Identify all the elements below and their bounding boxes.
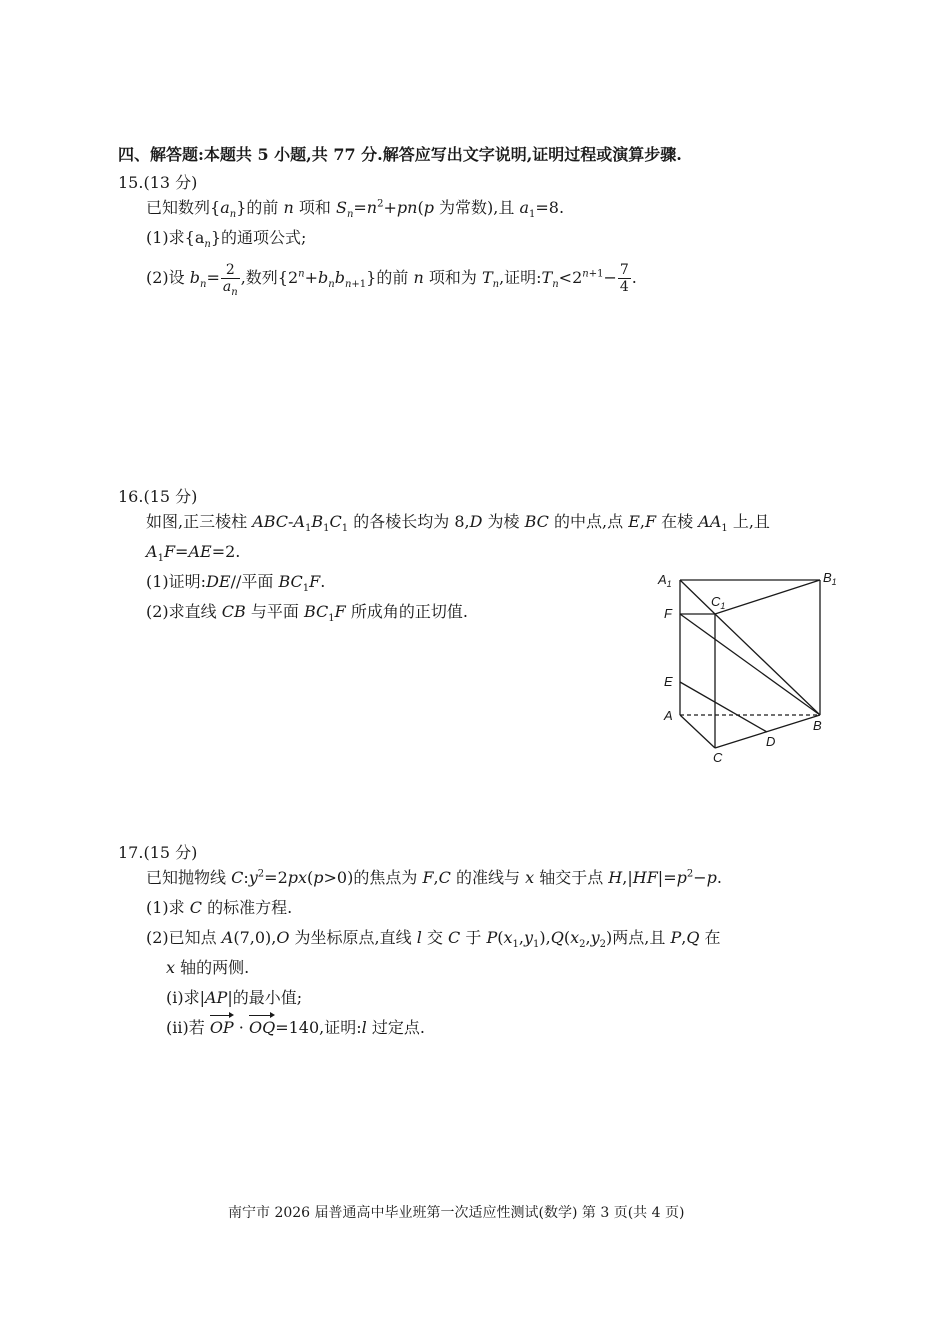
segment-fb [680, 614, 820, 715]
q16-stem-line2: $A_1F=AE=2$. [146, 542, 241, 565]
q16-stem-line1: 如图,正三棱柱 ABC-$A_1B_1C_1$ 的各棱长均为 8,D 为棱 BC 的中点,点 E,F 在棱 $AA_1$ 上,且 [146, 512, 770, 535]
q16-part2: (2)求直线 CB 与平面 $BC_1F$ 所成角的正切值. [146, 602, 468, 625]
q17-number: 17. [118, 843, 144, 862]
q15-fraction-7-over-4: $\frac{7}{4}$ [619, 262, 629, 295]
q15-part1: (1)求$\{a_n\}$的通项公式; [146, 228, 307, 251]
q17-part1: (1)求 C 的标准方程. [146, 898, 293, 917]
segment-ed [680, 682, 767, 732]
q17-sub1: (ⅰ)求|AP|的最小值; [166, 988, 303, 1007]
label-b: B [813, 718, 822, 733]
segment-c1b [715, 614, 820, 715]
page-footer: 南宁市 2026 届普通高中毕业班第一次适应性测试(数学) 第 3 页(共 4 页) [228, 1205, 685, 1221]
vector-oq: OQ [248, 1018, 276, 1037]
q16-number: 16. [118, 487, 144, 506]
q17-score: (15 分) [143, 843, 198, 862]
edge-a1c1 [680, 580, 715, 614]
label-a: A [664, 708, 673, 723]
edge-c1b1 [715, 580, 820, 614]
label-b1: $B_1$ [823, 570, 837, 587]
q15-number: 15. [118, 173, 144, 192]
q17-part2-line1: (2)已知点 A(7,0),O 为坐标原点,直线 l 交 C 于 $P(x_1,y_1),Q(x_2,y_2)$两点,且 P,Q 在 [146, 928, 721, 951]
section-header: 四、解答题:本题共 5 小题,共 77 分.解答应写出文字说明,证明过程或演算步骤. [118, 145, 682, 164]
label-e: E [664, 674, 673, 689]
q16-part1: (1)证明:DE//平面 $BC_1F$. [146, 572, 326, 595]
q17-sub2: (ⅱ)若 OP · OQ=140,证明:l 过定点. [166, 1018, 425, 1037]
q17-heading [118, 840, 197, 863]
vector-op: OP [209, 1018, 234, 1037]
label-c1: $C_1$ [711, 594, 726, 611]
label-d: D [766, 734, 776, 749]
q15-heading [118, 170, 197, 193]
edge-ac [680, 715, 715, 748]
q15-fraction-2-over-an: $\frac{2}{a_n}$ [222, 262, 238, 298]
q15-stem: 已知数列$\{a_n\}$的前 n 项和 $S_n=n^2+pn(p$ 为常数),且 $a_1=8$. [146, 198, 565, 221]
q16-score: (15 分) [143, 487, 198, 506]
label-a1: $A_1$ [658, 572, 672, 589]
label-f: F [664, 606, 672, 621]
q16-heading [118, 484, 197, 507]
label-c: C [713, 750, 723, 765]
prism-figure [650, 560, 850, 775]
q17-part2-line2: x 轴的两侧. [166, 958, 250, 977]
q15-score: (13 分) [143, 173, 198, 192]
q15-part2: (2)设 $b_n=$ $\frac{2}{a_n}$ ,数列$\{2^n+b_nb_{n+1}\}$的前 n 项和为 $T_n$,证明$:T_n<2^{n+1}-$ $\frac{7}{4}$ . [146, 262, 637, 298]
q17-stem: 已知抛物线 $C:y^2=2px(p>0)$的焦点为 F,C 的准线与 x 轴交于点 $H,|HF|=p^2-p$. [146, 868, 722, 887]
